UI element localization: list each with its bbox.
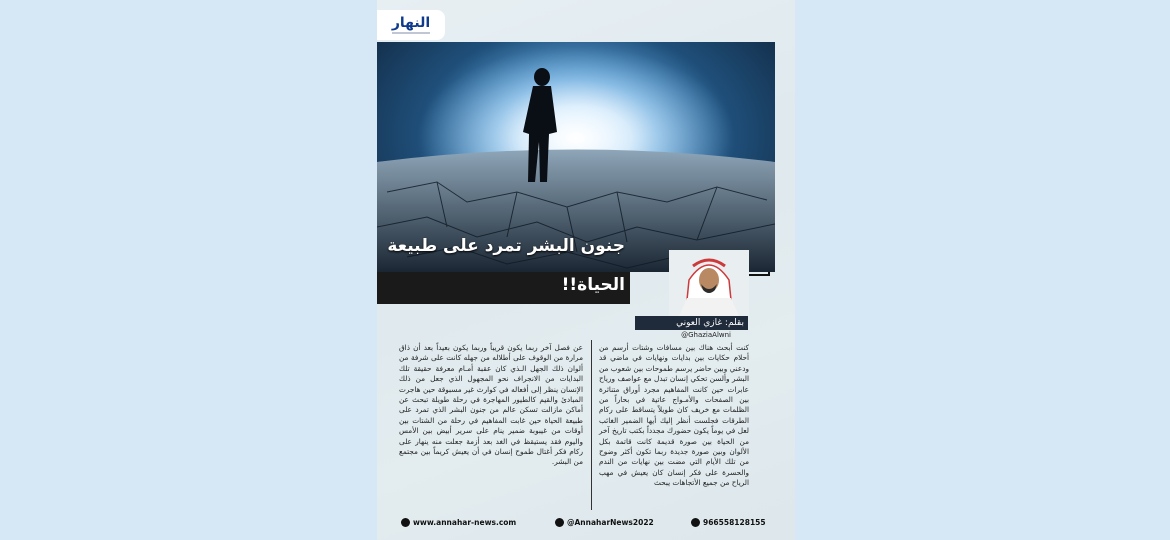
newspaper-page [377,0,795,540]
column-divider [591,340,592,510]
globe-icon [401,518,410,527]
author-byline: بقلم: غازي العوني [635,316,748,330]
article-column-right: كنت أبحث هناك بين مسافات وشتات أرسم من أحلام حكايات بين بدايات ونهايات في ماضي قد ودعني وبين حاضر يرسم طموحات بين شعوب من البشر وألسن تحكي إنسان تبدل مع عواصف ورياح عابرات حين كانت المفاهيم مجرد أوراق متناثرة بين الصفحات والأمـواج عاتية في بحاراً من الظلمات مع خريف كان طويلاً يتساقط على ركام الطرقات فجلست أنظر إليك أيها الضمير الغائب لعل في يوماً يكون حضورك مجدداً بكتب تاريخ آخر من الحياة بين صورة قديمة كانت قاتمة بكل الألوان وبين صورة جديدة ربما تكون أكثر وضوح من تلك الأيام التي مضت بين نهايات من الندم والحسرة على فكر إنسان كان يعيش في مهب الرياح من جميع الأتجاهات يبحث [599,343,749,488]
whatsapp-icon [691,518,700,527]
author-photo [669,250,749,316]
x-twitter-icon [555,518,564,527]
author-portrait-icon [669,250,749,316]
twitter-text: @AnnaharNews2022 [567,518,654,527]
author-handle: @GhaziaAlwni [681,331,731,339]
phone-text: 966558128155 [703,518,766,527]
footer-twitter[interactable] [555,518,654,527]
logo-text: النهار [391,15,431,31]
article-title-line2: الحياة!! [561,275,625,295]
website-text: www.annahar-news.com [413,518,517,527]
footer-phone[interactable] [691,518,766,527]
article-title-line1: جنون البشر تمرد على طبيعة [387,236,625,256]
footer-website[interactable] [401,518,516,527]
footer [377,512,795,534]
newspaper-logo [377,10,445,40]
logo-underline [392,32,430,34]
article-column-left: عن فصل آخر ربما يكون قريباً وربما يكون بعيداً بعد أن ذاق مرارة من الوقوف على أطلاله من جهله كانت على شرفة من ألوان ذلك الجهل الـذي كان عقبة أمـام معرفة حقيقة تلك البدايات من الانجراف نحو المجهول الذي جعل من ذلك الإنسان ينظر إلى أفعاله في كوارث غير مسبوقة حين هاجرت المبادئ والقيم كالطيور المهاجرة في رحلة طويلة تبحث عن أماكن مازالت تسكن عالم من جنون البشر الذي تمرد على طبيعة الحياة حين غابت المفاهيم في رحلة من الشتات بين أوقات من غيبوبة ضمير ينام على سرير أبيض بين الأمس واليوم فقد يستيقظ في الغد بعد أزمة جعلت منه ينهار على ركام فكر أغتال طموح إنسان في أن يعيش كريماً بين مجتمع من البشر. [399,343,583,467]
